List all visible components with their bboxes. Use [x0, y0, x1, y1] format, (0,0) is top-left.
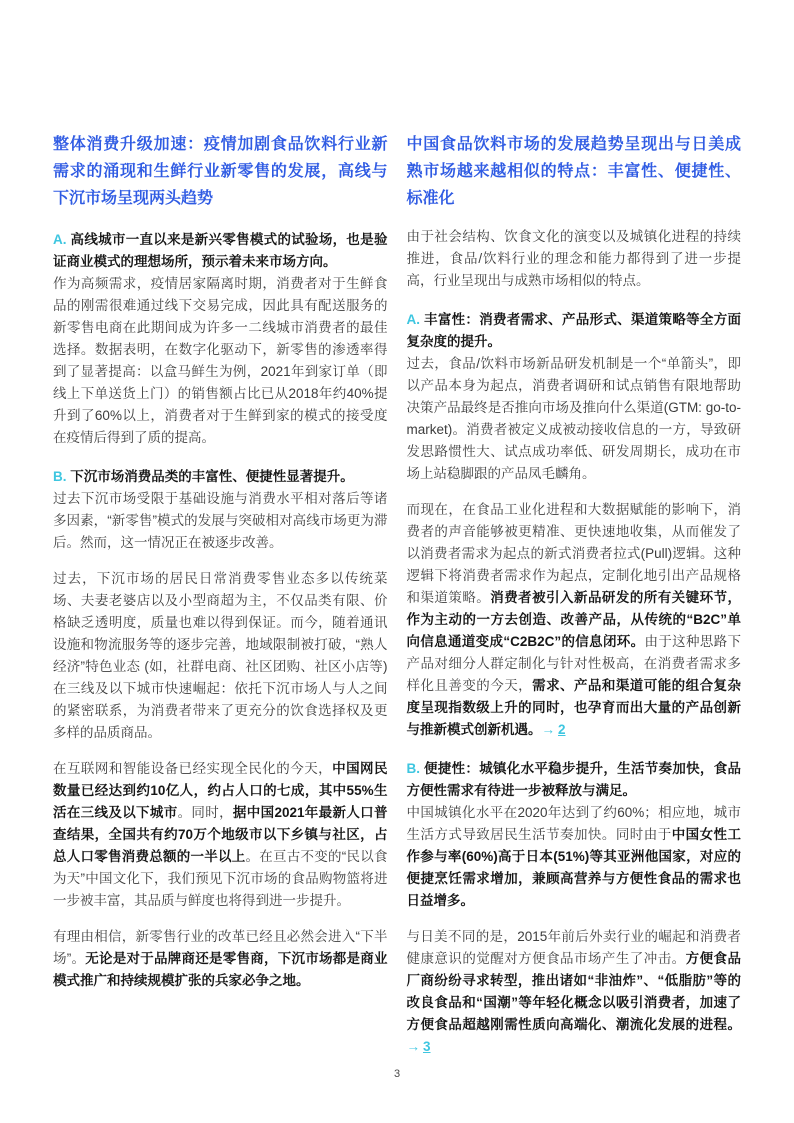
left-column-heading: 整体消费升级加速：疫情加剧食品饮料行业新需求的涌现和生鲜行业新零售的发展，高线与下沉市场呈现两头趋势: [53, 136, 388, 207]
section-b-title-text: 便捷性：城镇化水平稳步提升，生活节奏加快，食品方便性需求有待进一步被释放与满足。: [406, 761, 741, 798]
right-section-a-paragraph-2: [407, 499, 742, 741]
text-run: 。同时，: [177, 805, 233, 820]
bold-text-run: 据中国2021年最新人口普查结果，全国共有约70万个地级市以下乡镇与社区，占总人口零售消费总额的一半以上: [53, 805, 388, 864]
right-section-a-title: [407, 309, 742, 353]
right-section-b-paragraph-1: [407, 802, 742, 912]
left-section-b-paragraph-3: [53, 758, 388, 912]
page-link-2-number[interactable]: 2: [558, 722, 566, 737]
text-run: 在互联网和智能设备已经实现全民化的今天，: [53, 761, 333, 776]
section-a-title-text: 丰富性：消费者需求、产品形式、渠道策略等全方面复杂度的提升。: [406, 312, 741, 349]
page-link-3[interactable]: [407, 1039, 431, 1054]
right-section-a-paragraph-1: 过去，食品/饮料市场新品研发机制是一个“单箭头”，即以产品本身为起点，消费者调研和试点销售有限地帮助决策产品最终是否推向市场及推向什么渠道(GTM: go-to-market)。消费者被定义成被动接收信息的一方，导致研发思路惯性大、试点成功率低、研发周期长，成功在市场上站稳脚跟的产品凤毛麟角。: [406, 356, 741, 481]
bold-text-run: 中国网民数量已经达到约10亿人，约占人口的七成，其中55%生活在三线及以下城市: [53, 761, 388, 820]
page-link-3-number[interactable]: 3: [423, 1039, 431, 1054]
text-run: 有理由相信，新零售行业的改革已经且必然会进入“下半场”。: [53, 929, 388, 966]
left-section-a-title: [53, 229, 388, 273]
section-a-marker: A.: [406, 312, 420, 327]
section-a-title-text: 高线城市一直以来是新兴零售模式的试验场，也是验证商业模式的理想场所，预示着未来市场方向。: [53, 232, 388, 269]
left-column: [53, 131, 388, 1058]
section-b-marker: B.: [406, 761, 420, 776]
bold-text-run: 无论是对于品牌商还是零售商，下沉市场都是商业模式推广和持续规模扩张的兵家必争之地。: [53, 951, 388, 988]
text-run: 而现在，在食品工业化进程和大数据赋能的影响下，消费者的声音能够被更精准、更快速地收集，从而催发了以消费者需求为起点的新式消费者拉式(Pull)逻辑。这种逻辑下将消费者需求作为起点，定制化地引出产品规格和渠道策略。: [406, 502, 741, 605]
right-section-b-title: [407, 758, 742, 802]
left-section-b-paragraph-2: 过去，下沉市场的居民日常消费零售业态多以传统菜场、夫妻老婆店以及小型商超为主，不仅品类有限、价格缺乏透明度，质量也难以得到保证。而今，随着通讯设施和物流服务等的逐步完善，地域限制被打破，“熟人经济”特色业态 (如，社群电商、社区团购、社区小店等)在三线及以下城市快速崛起：依托下沉市场人与人之间的紧密联系，为消费者带来了更充分的饮食选择权及更多样的品质商品。: [53, 571, 388, 740]
left-section-b-paragraph-4: [53, 926, 388, 992]
section-b-marker: B.: [53, 469, 67, 484]
page-number: 3: [393, 1068, 401, 1080]
left-section-a-paragraph-1: 作为高频需求，疫情居家隔离时期，消费者对于生鲜食品的刚需很难通过线下交易完成，因此具有配送服务的新零售电商在此期间成为许多一二线城市消费者的最佳选择。数据表明，在数字化驱动下，新零售的渗透率得到了显著提高：以盒马鲜生为例，2021年到家订单（即线上下单送货上门）的销售额占比已从2018年约40%提升到了60%以上，消费者对于生鲜到家的模式的接受度在疫情后得到了质的提高。: [53, 276, 388, 445]
text-run: 中国城镇化水平在2020年达到了约60%；相应地，城市生活方式导致居民生活节奏加快。同时由于: [406, 805, 741, 842]
bold-text-run: 消费者被引入新品研发的所有关键环节，作为主动的一方去创造、改善产品，从传统的“B2C”单向信息通道变成“C2B2C”的信息闭环。: [406, 590, 742, 649]
right-column: [407, 131, 742, 1058]
left-section-b-paragraph-1: 过去下沉市场受限于基础设施与消费水平相对落后等诸多因素，“新零售”模式的发展与突破相对高线市场更为滞后。然而，这一情况正在被逐步改善。: [53, 491, 388, 550]
text-run: 由于这种思路下产品对细分人群定制化与针对性极高，在消费者需求多样化且善变的今天，: [406, 634, 742, 693]
right-column-heading: 中国食品饮料市场的发展趋势呈现出与日美成熟市场越来越相似的特点：丰富性、便捷性、标准化: [406, 136, 741, 207]
right-intro-paragraph: 由于社会结构、饮食文化的演变以及城镇化进程的持续推进，食品/饮料行业的理念和能力都得到了进一步提高，行业呈现出与成熟市场相似的特点。: [406, 229, 741, 288]
section-a-marker: A.: [53, 232, 67, 247]
right-section-b-paragraph-2: [407, 926, 742, 1058]
left-section-b-title: [53, 466, 388, 488]
arrow-right-icon: →: [406, 1039, 420, 1054]
bold-text-run: 中国女性工作参与率(60%)高于日本(51%)等其亚洲他国家，对应的便捷烹饪需求增加，兼顾高营养与方便性食品的需求也日益增多。: [406, 827, 742, 908]
bold-text-run: 方便食品厂商纷纷寻求转型，推出诸如“非油炸”、“低脂肪”等的改良食品和“国潮”等年轻化概念以吸引消费者，加速了方便食品超越刚需性质向高端化、潮流化发展的进程。: [406, 951, 742, 1032]
text-run: 。在亘古不变的“民以食为天”中国文化下，我们预见下沉市场的食品购物篮将进一步被丰富，其品质与鲜度也将得到进一步提升。: [53, 849, 388, 908]
section-b-title-text: 下沉市场消费品类的丰富性、便捷性显著提升。: [70, 469, 354, 484]
arrow-right-icon: →: [541, 722, 555, 737]
bold-text-run: 需求、产品和渠道可能的组合复杂度呈现指数级上升的同时，也孕育而出大量的产品创新与推新模式创新机遇。: [406, 678, 742, 737]
page-link-2[interactable]: [542, 722, 566, 737]
text-run: 与日美不同的是，2015年前后外卖行业的崛起和消费者健康意识的觉醒对方便食品市场产生了冲击。: [406, 929, 741, 966]
